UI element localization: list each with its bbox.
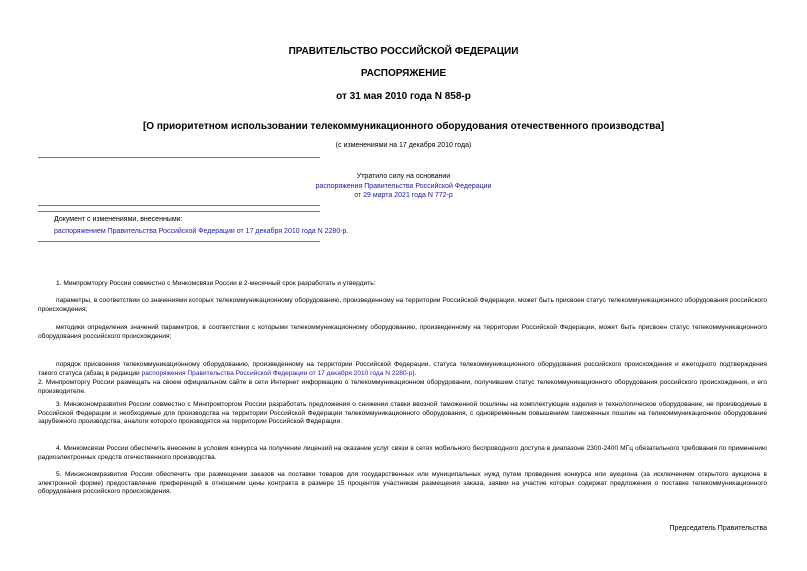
paragraph-6: 3. Минэкономразвития России совместно с Минпромторгом России разработать предложения о снижении ставки ввозной таможенной пошлины на комплектующие изделия и технологическое оборудование, не производимые в Российской Федерации и необходимые для производства на территории Российской Федерации телекоммуникационного оборудования, с одновременным повышением таможенных пошлин на телекоммуникационное оборудование зарубежного производства, аналоги которого производятся на территории Российской Федерации. [38, 401, 767, 426]
paragraph-8: 5. Минэкономразвития России обеспечить при размещении заказов на поставки товаров для государственных или муниципальных нужд путем проведения конкурса или аукциона (за исключением открытого аукциона в электронной форме) предоставление преференций в отношении цены контракта в размере 15 процентов участникам размещения заказа, заявки на участие которых содержат предложения о поставке телекоммуникационного оборудования российского происхождения. [38, 471, 767, 496]
paragraph-4-link[interactable]: распоряжения Правительства Российской Федерации от 17 декабря 2010 года N 2280-р [141, 369, 413, 377]
divider [38, 211, 320, 212]
divider [38, 241, 320, 242]
amended-label: Документ с изменениями, внесенными: [54, 216, 183, 223]
expired-link-line2[interactable]: от 29 марта 2021 года N 772-р [354, 192, 453, 199]
paragraph-1: 1. Минпромторгу России совместно с Минкомсвязи России в 2-месячный срок разработать и утвердить: [56, 280, 376, 287]
document-title: [О приоритетном использовании телекоммуникационного оборудования отечественного производства] [142, 121, 665, 132]
divider [38, 157, 320, 158]
signature: Председатель Правительства [669, 525, 767, 532]
paragraph-7: 4. Минкомсвязи России обеспечить внесение в условия конкурса на получение лицензий на оказание услуг связи в сетях мобильного беспроводного доступа в диапазоне 2300-2400 МГц обязательного требования по применению радиоэлектронных средств отечественного производства. [38, 445, 767, 461]
expired-label: Утратило силу на основании [356, 173, 451, 180]
document-type: РАСПОРЯЖЕНИЕ [360, 68, 447, 79]
document-date-number: от 31 мая 2010 года N 858-р [336, 91, 471, 102]
paragraph-5: 2. Минпромторгу России размещать на своем официальном сайте в сети Интернет информацию о телекоммуникационном оборудовании, получившем статус телекоммуникационного оборудования российского происхождения, и его производителе. [38, 379, 767, 395]
expired-link-line1[interactable]: распоряжения Правительства Российской Федерации [315, 182, 492, 190]
amended-link[interactable]: распоряжением Правительства Российской Федерации от 17 декабря 2010 года N 2280-р. [54, 228, 349, 235]
expired-notice [0, 172, 807, 201]
changes-note: (с изменениями на 17 декабря 2010 года) [335, 142, 472, 149]
divider [38, 205, 320, 206]
government-heading: ПРАВИТЕЛЬСТВО РОССИЙСКОЙ ФЕДЕРАЦИИ [288, 46, 519, 57]
paragraph-2: параметры, в соответствии со значениями которых телекоммуникационному оборудованию, произведенному на территории Российской Федерации, может быть присвоен статус телекоммуникационного оборудования российского происхождения; [38, 297, 767, 313]
paragraph-4: порядок присвоения телекоммуникационному оборудованию, произведенному на территории Российской Федерации, статуса телекоммуникационного оборудования российского происхождения и ежегодного подтверждения такого статуса (абзац в редакции распоряжения Правительства Российской Федерации от 17 декабря 2010 года N 2280-р). [38, 361, 767, 377]
paragraph-3: методики определения значений параметров, в соответствии с которыми телекоммуникационному оборудованию, произведенному на территории Российской Федерации, может быть присвоен статус телекоммуникационного оборудования российского происхождения; [38, 324, 767, 340]
